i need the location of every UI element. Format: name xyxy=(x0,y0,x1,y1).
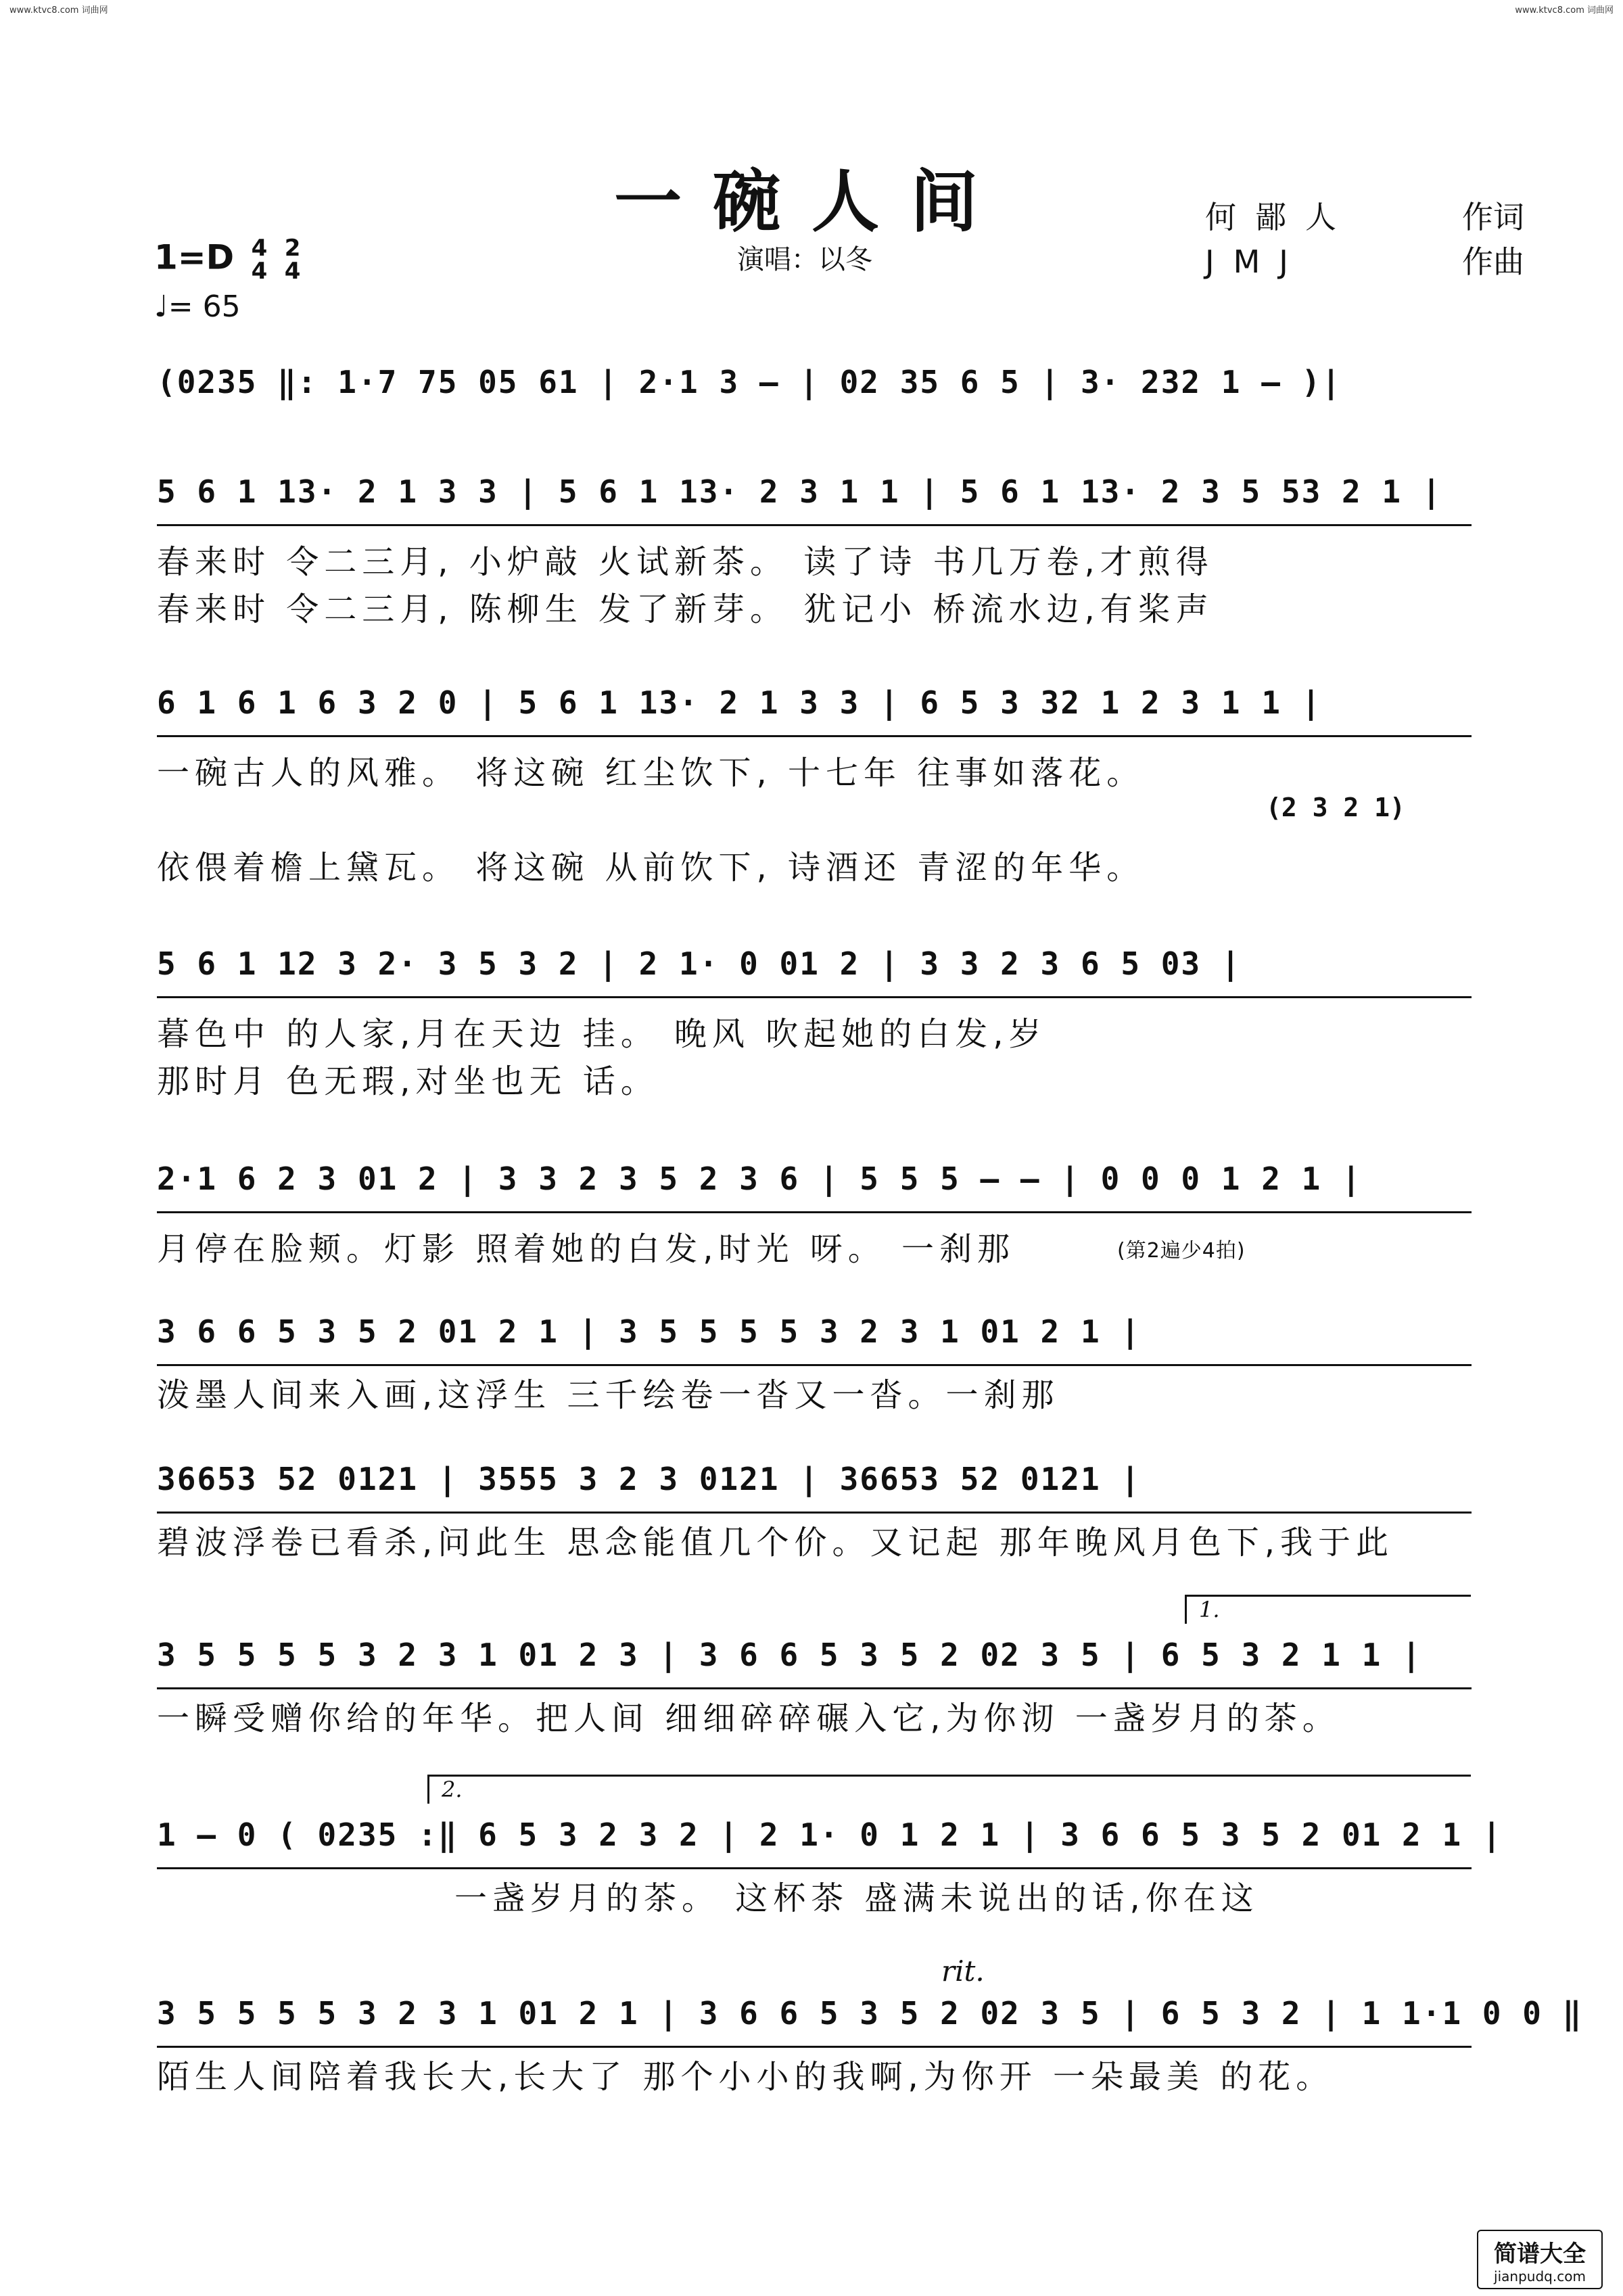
logo-main-text: 简谱大全 xyxy=(1494,2240,1586,2268)
alternate-notes: (2 3 2 1) xyxy=(1266,793,1405,822)
score-line-4 xyxy=(157,1161,1472,1289)
notation-row: 5 6 1 13· 2 1 3 3 | 5 6 1 13· 2 3 1 1 | 5 6 1 13· 2 3 5 53 2 1 | xyxy=(157,473,1472,521)
notation-row: 1 – 0 ( 0235 :‖ 6 5 3 2 3 2 | 2 1· 0 1 2 1 | 3 6 6 5 3 5 2 01 2 1 | xyxy=(157,1817,1472,1864)
site-watermark-right: www.ktvc8.com 词曲网 xyxy=(1515,5,1614,16)
performer-credit: 演唱：以冬 xyxy=(737,244,872,275)
key-label: 1=D xyxy=(154,237,235,277)
lyric-verse-1: 一瞬受赠你给的年华。把人间 细细碎碎碾入它,为你沏 一盏岁月的茶。 xyxy=(157,1700,1340,1737)
logo-sub-text: jianpudq.com xyxy=(1494,2268,1586,2285)
time-signature-2: 2 4 xyxy=(284,235,301,285)
composer-name: JMJ xyxy=(1205,243,1307,280)
score-line-1 xyxy=(157,473,1472,628)
lyric-verse-1: 陌生人间陪着我长大,长大了 那个小小的我啊,为你开 一朵最美 的花。 xyxy=(157,2058,1334,2096)
lyric-verse-2: 依偎着檐上黛瓦。 将这碗 从前饮下, 诗酒还 青涩的年华。 xyxy=(157,849,1145,887)
score-line-8 xyxy=(157,1777,1503,1945)
lyric-verse-2: 春来时 令二三月, 陈柳生 发了新芽。 犹记小 桥流水边,有桨声 xyxy=(157,590,1214,628)
time-signature-1: 4 4 xyxy=(251,235,268,285)
site-watermark-left: www.ktvc8.com 词曲网 xyxy=(9,5,108,16)
lyric-verse-1: 月停在脸颊。灯影 照着她的白发,时光 呀。 一刹那 xyxy=(157,1230,1016,1268)
score-line-9 xyxy=(157,1954,1583,2124)
notation-row: 2·1 6 2 3 01 2 | 3 3 2 3 5 2 3 6 | 5 5 5 – – | 0 0 0 1 2 1 | xyxy=(157,1161,1472,1208)
score-line-5 xyxy=(157,1313,1472,1442)
notation-row: 3 6 6 5 3 5 2 01 2 1 | 3 5 5 5 5 3 2 3 1 01 2 1 | xyxy=(157,1313,1472,1361)
key-signature xyxy=(154,237,300,283)
lyric-verse-1: 一碗古人的风雅。 将这碗 红尘饮下, 十七年 往事如落花。 xyxy=(157,754,1145,792)
credits-block xyxy=(1205,195,1524,284)
volta-1: 1. xyxy=(1185,1595,1471,1624)
lyric-verse-1: 泼墨人间来入画,这浮生 三千绘卷一沓又一沓。一刹那 xyxy=(157,1376,1060,1414)
volta-2: 2. xyxy=(427,1775,1471,1804)
notation-row: 6 1 6 1 6 3 2 0 | 5 6 1 13· 2 1 3 3 | 6 5 3 32 1 2 3 1 1 | xyxy=(157,684,1472,732)
lyric-verse-1: 一盏岁月的茶。 这杯茶 盛满未说出的话,你在这 xyxy=(454,1879,1259,1917)
ritardando-mark: rit. xyxy=(941,1954,985,1988)
site-logo xyxy=(1477,2230,1603,2289)
repeat-note: (第2遍少4拍) xyxy=(1117,1239,1246,1263)
notation-row: 5 6 1 12 3 2· 3 5 3 2 | 2 1· 0 01 2 | 3 3 2 3 6 5 03 | xyxy=(157,945,1472,993)
score-line-7 xyxy=(157,1597,1472,1765)
notation-row: 3 5 5 5 5 3 2 3 1 01 2 3 | 3 6 6 5 3 5 2 02 3 5 | 6 5 3 2 1 1 | xyxy=(157,1637,1472,1684)
notation-row: 3 5 5 5 5 3 2 3 1 01 2 1 | 3 6 6 5 3 5 2 02 3 5 | 6 5 3 2 | 1 1·1 0 0 ‖ xyxy=(157,1995,1472,2042)
lyricist-name: 何鄙人 xyxy=(1205,199,1355,235)
tempo-mark: ♩= 65 xyxy=(154,289,241,324)
lyric-verse-2: 那时月 色无瑕,对坐也无 话。 xyxy=(157,1062,659,1100)
song-title: 一碗人间 xyxy=(614,162,1009,241)
score-line-6 xyxy=(157,1461,1472,1589)
lyric-verse-1: 暮色中 的人家,月在天边 挂。 晚风 吹起她的白发,岁 xyxy=(157,1015,1047,1053)
composer-role: 作曲 xyxy=(1462,243,1524,280)
score-line-3 xyxy=(157,945,1472,1100)
notation-row: (0235 ‖: 1·7 75 05 61 | 2·1 3 – | 02 35 6 5 | 3· 232 1 – )| xyxy=(157,364,1342,400)
score-line-2 xyxy=(157,684,1472,887)
lyric-verse-1: 碧波浮卷已看杀,问此生 思念能值几个价。又记起 那年晚风月色下,我于此 xyxy=(157,1524,1394,1562)
lyricist-role: 作词 xyxy=(1462,199,1524,235)
lyric-verse-1: 春来时 令二三月, 小炉敲 火试新茶。 读了诗 书几万卷,才煎得 xyxy=(157,543,1214,581)
notation-row: 36653 52 0121 | 3555 3 2 3 0121 | 36653 52 0121 | xyxy=(157,1461,1472,1508)
